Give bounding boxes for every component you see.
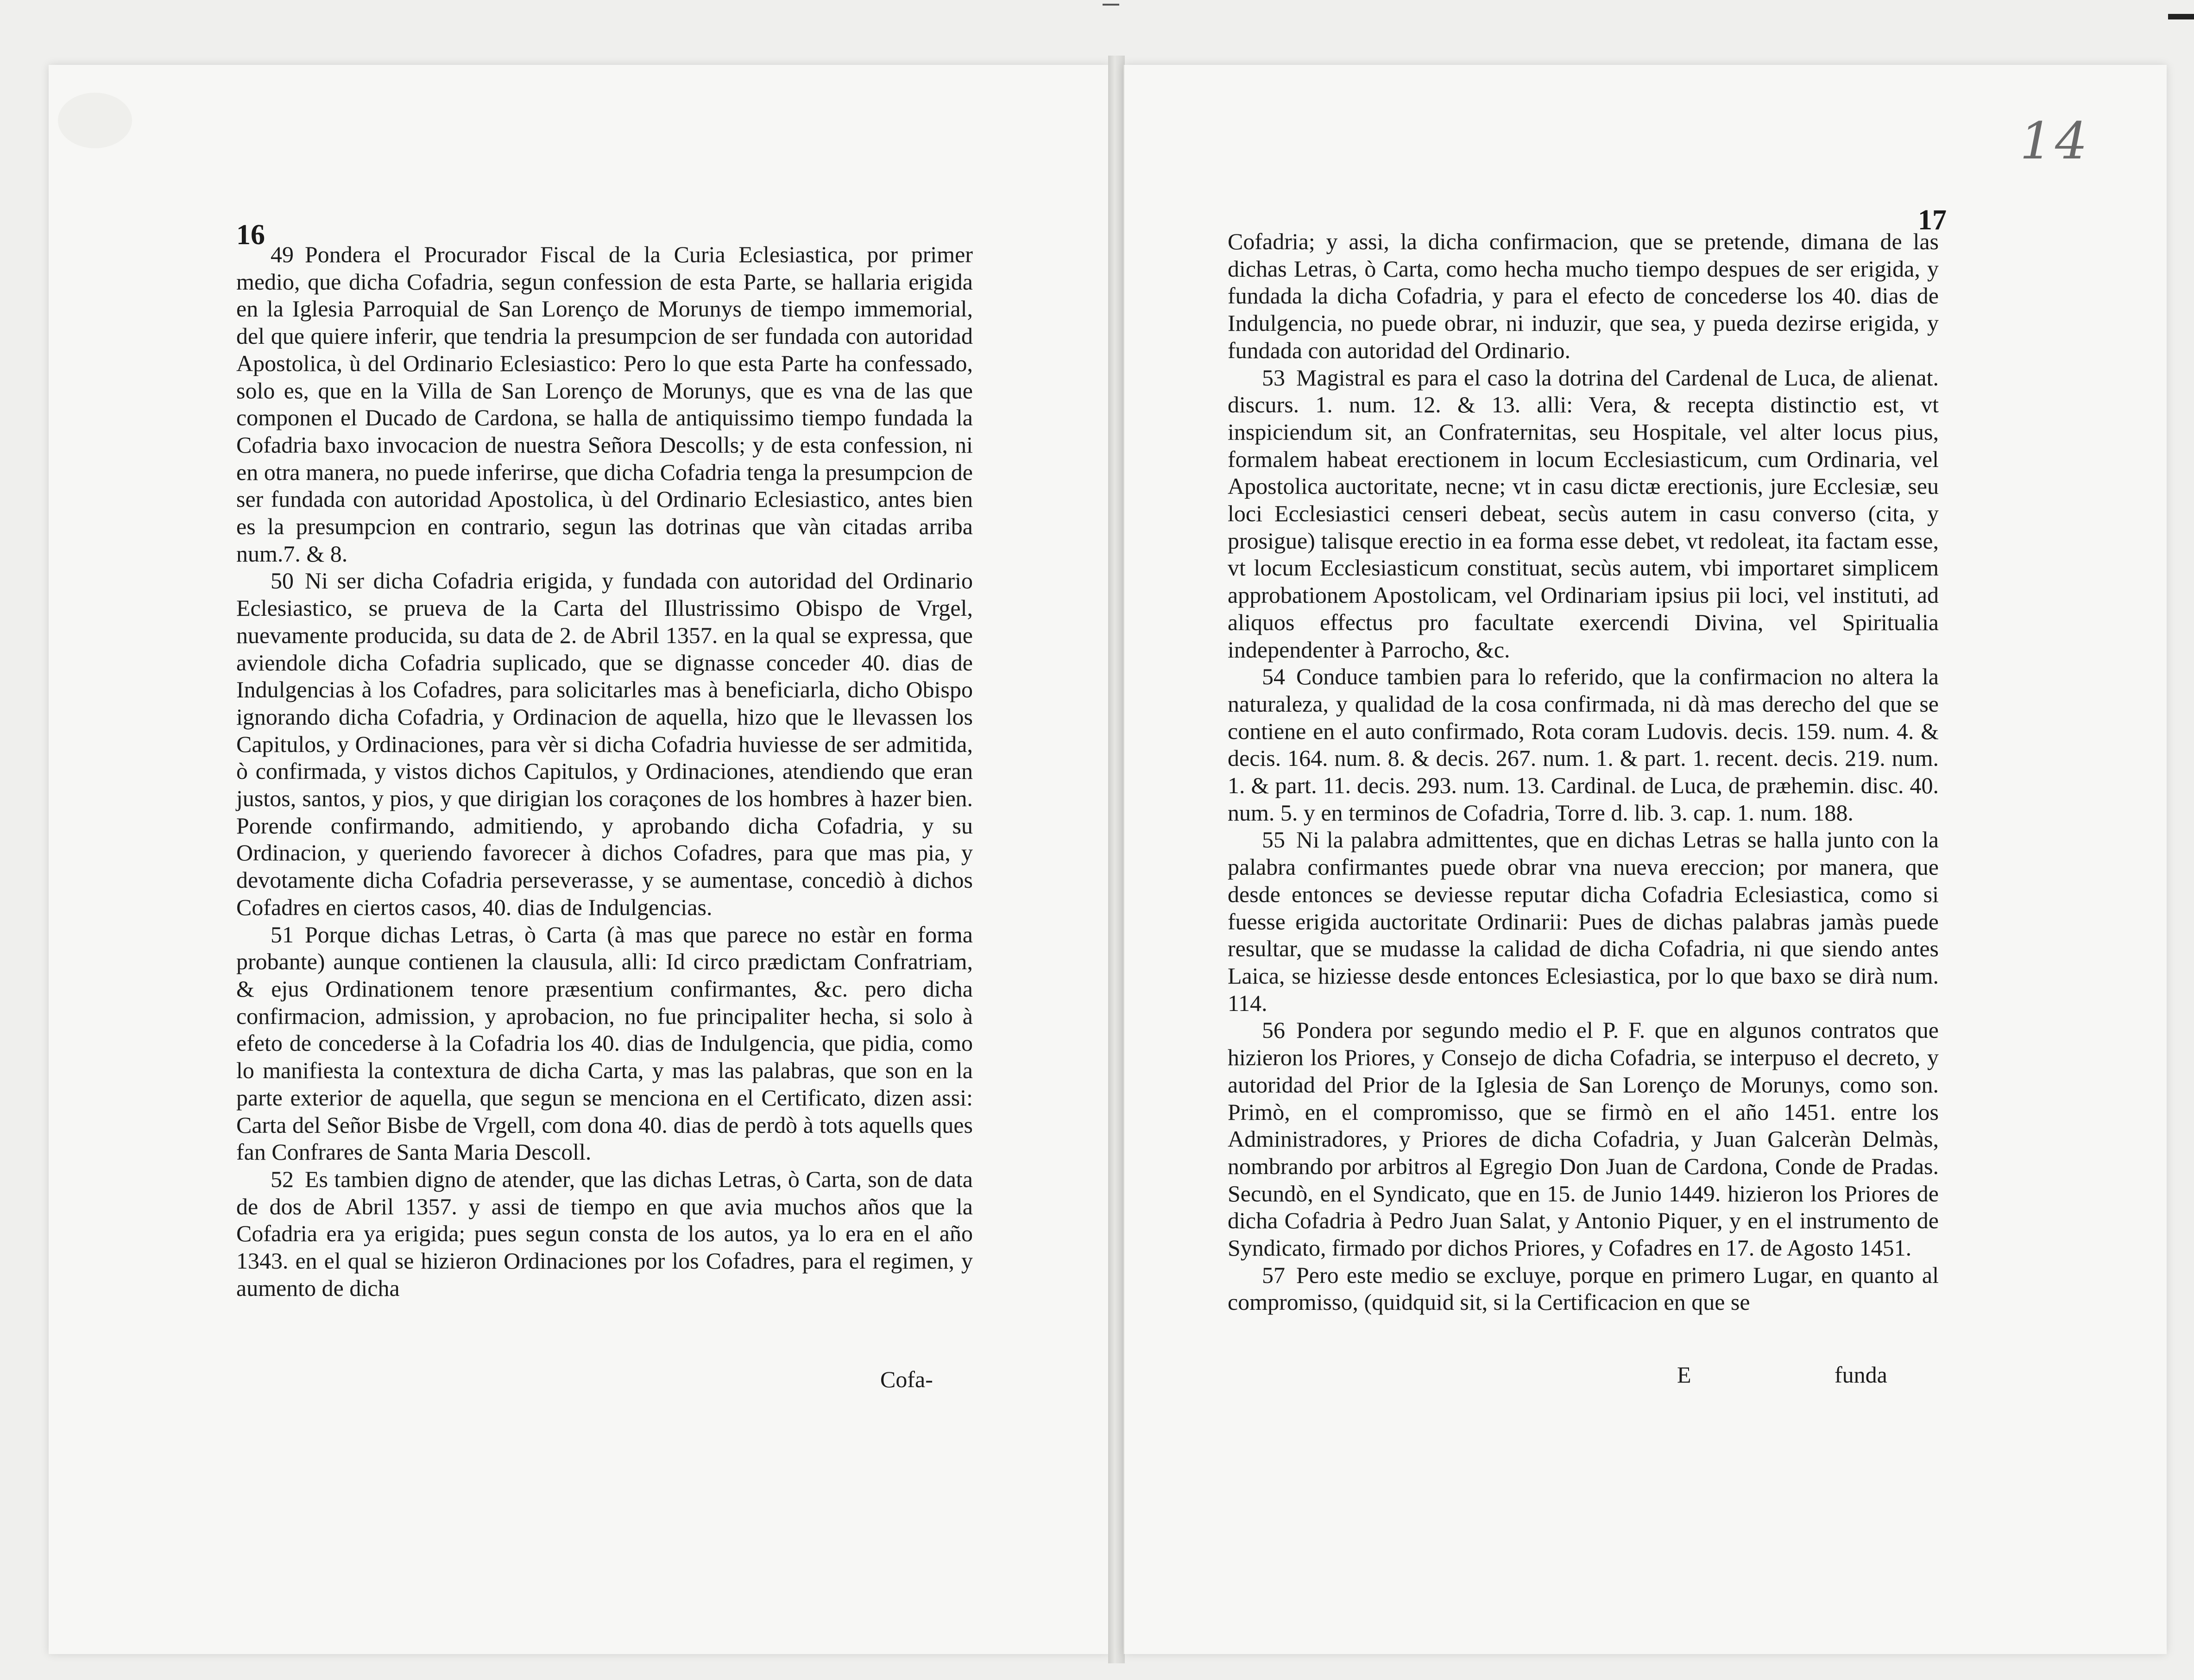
paragraph-51: 51 Porque dichas Letras, ò Carta (à mas que parece no estàr en forma probante) aunque contienen la clausula, alli: Id circo prædictam Confratriam, & ejus Ordinationem tenore præsentium confirmantes, &c. pero dicha confirmacion, admission, y aprobacion, no fue principaliter hecha, si solo à efeto de concederse à la Cofadria los 40. dias de Indulgencia, que pidia, como lo manifiesta la contextura de dicha Carta, y mas las palabras, que son en la parte exterior de aquella, que segun se menciona en el Certificato, dizen assi: Carta del Señor Bisbe de Vrgell, com dona 40. dias de perdò à tots aquells ques fan Confrares de Santa Maria Descoll. xyxy=(236,921,973,1165)
right-page-number: 17 xyxy=(1918,204,1947,236)
paragraph-49: 49 Pondera el Procurador Fiscal de la Curia Eclesiastica, por primer medio, que dicha Cofadria, segun confession de esta Parte, se hallaria erigida en la Iglesia Parroquial de San Lorenço de Morunys de tiempo immemorial, del que quiere inferir, que tendria la presumpcion de ser fundada con autoridad Apostolica, ù del Ordinario Eclesiastico: Pero lo que esta Parte ha confessado, solo es, que en la Villa de San Lorenço de Morunys, que es vna de las que componen el Ducado de Cardona, se halla de antiquissimo tiempo fundada la Cofadria baxo invocacion de nuestra Señora Descolls; y de esta confession, ni en otra manera, no puede inferirse, que dicha Cofadria tenga la presumpcion de ser fundada con autoridad Apostolica, ù del Ordinario Eclesiastico, antes bien es la presumpcion en contrario, segun las dotrinas que vàn citadas arriba num.7. & 8. xyxy=(236,241,973,567)
left-catchword: Cofa- xyxy=(880,1366,933,1392)
right-catchword: funda xyxy=(1835,1362,1887,1388)
signature-mark: E xyxy=(1677,1362,1691,1388)
paragraph-56: 56 Pondera por segundo medio el P. F. que en algunos contratos que hizieron los Priores, y Consejo de dicha Cofadria, se interpuso el decreto, y autoridad del Prior de la Iglesia de San Lorenço de Morunys, como son. Primò, en el compromisso, que se firmò en el año 1451. entre los Administradores, y Priores de dicha Cofadria, y Juan Galceràn Delmàs, nombrando por arbitros al Egregio Don Juan de Cardona, Conde de Pradas. Secundò, en el Syndicato, que en 15. de Junio 1449. hizieron los Priores de dicha Cofadria à Pedro Juan Salat, y Antonio Piquer, y en el instrumento de Syndicato, firmado por dichos Priores, y Cofadres en 17. de Agosto 1451. xyxy=(1228,1017,1939,1261)
left-page-text xyxy=(236,241,973,1301)
paragraph-57: 57 Pero este medio se excluye, porque en primero Lugar, en quanto al compromisso, (quidquid sit, si la Certificacion en que se xyxy=(1228,1262,1939,1315)
paragraph-50: 50 Ni ser dicha Cofadria erigida, y fundada con autoridad del Ordinario Eclesiastico, se prueva de la Carta del Illustrissimo Obispo de Vrgel, nuevamente producida, su data de 2. de Abril 1357. en la qual se expressa, que aviendole dicha Cofadria suplicado, que se dignasse conceder 40. dias de Indulgencias à los Cofadres, para solicitarles mas à beneficiarla, dicho Obispo ignorando dicha Cofadria, y Ordinacion de aquella, hizo que le llevassen los Capitulos, y Ordinaciones, para vèr si dicha Cofadria huviesse de ser admitida, ò confirmada, y vistos dichos Capitulos, y Ordinaciones, atendiendo que eran justos, santos, y pios, y que dirigian los coraçones de los hombres à hazer bien. Porende confirmando, admitiendo, y aprobando dicha Cofadria, y su Ordinacion, y queriendo favorecer à dichos Cofadres, para que mas pia, y devotamente dicha Cofadria perseverasse, y se aumentase, concediò à dichos Cofadres en ciertos casos, 40. dias de Indulgencias. xyxy=(236,568,973,920)
corner-edge-mark xyxy=(2168,14,2194,19)
paragraph-54: 54 Conduce tambien para lo referido, que la confirmacion no altera la naturaleza, y qualidad de la cosa confirmada, ni dà mas derecho del que se contiene en el auto confirmado, Rota coram Ludovis. decis. 159. num. 4. & decis. 164. num. 8. & decis. 267. num. 1. & part. 1. recent. decis. 219. num. 1. & part. 11. decis. 293. num. 13. Cardinal. de Luca, de præhemin. disc. 40. num. 5. y en terminos de Cofadria, Torre d. lib. 3. cap. 1. num. 188. xyxy=(1228,663,1939,826)
paragraph-55: 55 Ni la palabra admittentes, que en dichas Letras se halla junto con la palabra confirmantes puede obrar vna nueva ereccion; por manera, que desde entonces se deviesse reputar dicha Cofadria Eclesiastica, como si fuesse erigida auctoritate Ordinarii: Pues de dichas palabras jamàs puede resultar, que se mudasse la calidad de dicha Cofadria, ni que siendo antes Laica, se hiziesse desde entonces Eclesiastica, por lo que baxo se dirà num. 114. xyxy=(1228,827,1939,1016)
paragraph-52-continued: Cofadria; y assi, la dicha confirmacion, que se pretende, dimana de las dichas Letras, ò Carta, como hecha mucho tiempo despues de ser erigida, y fundada la dicha Cofadria, y para el efecto de concederse los 40. dias de Indulgencia, no puede obrar, ni induzir, que sea, y pueda dezirse erigida, y fundada con autoridad del Ordinario. xyxy=(1228,228,1939,363)
paragraph-53: 53 Magistral es para el caso la dotrina del Cardenal de Luca, de alienat. discurs. 1. num. 12. & 13. alli: Vera, & recepta distinctio est, vt inspiciendum sit, an Confraternitas, seu Hospitale, vel alter locus pius, formalem habeat erectionem in locum Ecclesiasticum, cum Ordinaria, vel Apostolica auctoritate, necne; vt in casu dictæ erectionis, jure Ecclesiæ, seu loci Ecclesiastici censeri debeat, secùs autem in casu converso (cita, y prosigue) talisque erectio in ea forma esse debet, vt redoleat, ita factam esse, vt locum Ecclesiasticum constituat, secùs autem, vbi importaret simplicem approbationem Apostolicam, vel Ordinariam ipsius pii loci, vel instituti, ad aliquos effectus pro facultate exercendi Divina, vel Spiritualia independenter à Parrocho, &c. xyxy=(1228,364,1939,663)
book-gutter xyxy=(1108,56,1125,1663)
paper-stain xyxy=(58,93,132,148)
paragraph-52: 52 Es tambien digno de atender, que las dichas Letras, ò Carta, son de data de dos de Abril 1357. y assi de tiempo en que avia muchos años que la Cofadria era ya erigida; pues segun consta de los autos, ya lo era en el año 1343. en el qual se hizieron Ordinaciones por los Cofadres, para el regimen, y aumento de dicha xyxy=(236,1166,973,1301)
left-page-number: 16 xyxy=(236,219,265,251)
top-edge-mark xyxy=(1103,4,1119,6)
handwritten-folio-number: 14 xyxy=(2020,111,2090,171)
right-page-text xyxy=(1228,228,1939,1316)
